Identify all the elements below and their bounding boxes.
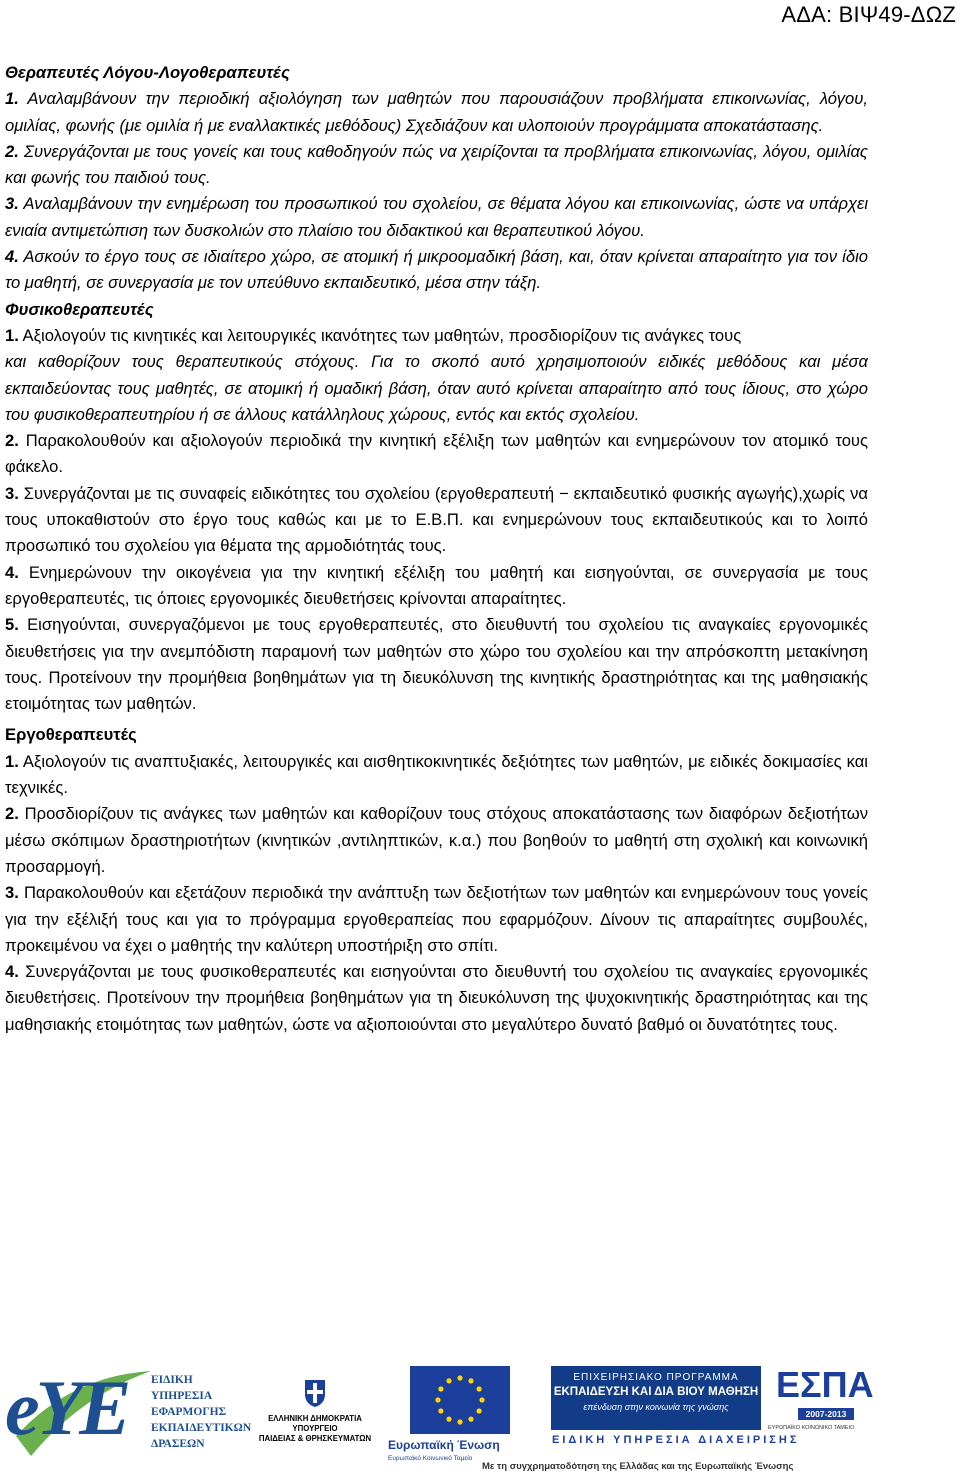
eu-star: [446, 1378, 451, 1383]
list-item: [5, 428, 868, 481]
programme-logo: [551, 1366, 761, 1430]
document-body: [5, 60, 868, 1038]
list-item: [5, 749, 868, 802]
cofinance-note: Με τη συγχρηματοδότηση της Ελλάδας και της Ευρωπαϊκής Ένωσης: [482, 1461, 794, 1472]
eu-name: Ευρωπαϊκή Ένωση: [388, 1438, 500, 1452]
item-text: Παρακολουθούν και εξετάζουν περιοδικά την ανάπτυξη των δεξιοτήτων των μαθητών και ενημερώνουν τους γονείς για την εξέλιξή τους και για το πρόγραμμα εργοθεραπείας που εφαρμόζουν. Δίνουν τις απαραίτητες συμβουλές, προκειμένου να έχει ο μαθητής την καλύτερη υποστήριξη στο σπίτι.: [5, 883, 868, 955]
eu-star: [477, 1386, 482, 1391]
item-text: και καθορίζουν τους θεραπευτικούς στόχους. Για το σκοπό αυτό χρησιμοποιούν ειδικές μεθόδους και μέσα εκπαιδεύοντας τους μαθητές, σε ατομική ή ομαδική βάση, όταν αυτό κρίνεται απαραίτητο από τους ίδιους, στο χώρο του φυσικοθεραπευτηρίου ή σε άλλους κατάλληλους χώρους, εντός και εκτός σχολείου.: [5, 352, 868, 424]
item-text: Αναλαμβάνουν την ενημέρωση του προσωπικού του σχολείου, σε θέματα λόγου και επικοινωνίας, ώστε να υπάρχει ενιαία αντιμετώπιση των δυσκολιών στο πλαίσιο του διδακτικού και θεραπευτικού λόγου.: [5, 194, 868, 240]
eu-star: [446, 1417, 451, 1422]
list-item: [5, 612, 868, 717]
eu-star: [468, 1378, 473, 1383]
item-number: 2.: [5, 141, 19, 161]
section-speech-items: [5, 86, 868, 296]
item-number: 3.: [5, 883, 19, 903]
espa-logo: [768, 1364, 874, 1434]
eu-star: [479, 1397, 484, 1402]
eu-star: [477, 1408, 482, 1413]
eu-stars: [410, 1366, 510, 1434]
item-text: Ενημερώνουν την οικογένεια για την κινητική εξέλιξη του μαθητή και εισηγούνται, σε συνεργασία με τους εργοθεραπευτές, τις όποιες εργονομικές διευθετήσεις κρίνονται απαραίτητες.: [5, 562, 868, 608]
section-title-ot: Εργοθεραπευτές: [5, 725, 137, 745]
item-number: 5.: [5, 615, 19, 635]
list-item: [5, 801, 868, 880]
item-number: 1.: [5, 751, 19, 771]
list-item: [5, 86, 868, 139]
list-item: [5, 323, 868, 349]
item-number: 2.: [5, 804, 19, 824]
eye-logo: [5, 1358, 252, 1468]
eye-letters: eYE: [5, 1364, 128, 1451]
espa-fund: ΕΥΡΩΠΑΪΚΟ ΚΟΙΝΩΝΙΚΟ ΤΑΜΕΙΟ: [768, 1425, 855, 1431]
item-number: 3.: [5, 483, 19, 503]
eu-star: [468, 1417, 473, 1422]
eu-star: [457, 1419, 462, 1424]
item-text: Παρακολουθούν και αξιολογούν περιοδικά την κινητική εξέλιξη των μαθητών και ενημερώνουν τον ατομικό τους φάκελο.: [5, 431, 868, 477]
item-text: Συνεργάζονται με τις συναφείς ειδικότητες του σχολείου (εργοθεραπευτή − εκπαιδευτικό φυσικής αγωγής),χωρίς να τους υποκαθιστούν στο έργο τους καθώς και με το Ε.Β.Π. και ενημερώνουν τους εκπαιδευτικούς και το λοιπό προσωπικό του σχολείου για θέματα της αρμοδιότητάς τους.: [5, 483, 868, 556]
ministry-line2: ΥΠΟΥΡΓΕΙΟ: [292, 1424, 338, 1433]
item-number: 4.: [5, 247, 19, 267]
item-text: Ασκούν το έργο τους σε ιδιαίτερο χώρο, σε ατομική ή μικροομαδική βάση, και, όταν κρίνεται απαραίτητο για τον ίδιο το μαθητή, σε συνεργασία με τον υπεύθυνο εκπαιδευτικό, μέσα στην τάξη.: [5, 247, 868, 293]
espa-years: 2007-2013: [798, 1408, 854, 1420]
list-item: [5, 191, 868, 244]
list-item: [5, 481, 868, 560]
eu-star: [457, 1375, 462, 1380]
special-service: ΕΙΔΙΚΗ ΥΠΗΡΕΣΙΑ ΔΙΑΧΕΙΡΙΣΗΣ: [552, 1434, 800, 1446]
eu-flag-icon: [410, 1366, 510, 1434]
ada-code: ΑΔΑ: ΒΙΨ49-ΔΩΖ: [781, 2, 956, 27]
eu-star: [438, 1408, 443, 1413]
item-text: Συνεργάζονται με τους φυσικοθεραπευτές και εισηγούνται στο διευθυντή του σχολείου τις αναγκαίες εργονομικές διευθετήσεις. Προτείνουν την προμήθεια βοηθημάτων για τη διευκόλυνση της ψυχοκινητικής δραστηριότητας και της μαθησιακής ετοιμότητας των μαθητών, ώστε να αξιοποιούνται στο μεγαλύτερο δυνατό βαθμό οι δυνατότητες τους.: [5, 962, 868, 1034]
section-title-speech: Θεραπευτές Λόγου-Λογοθεραπευτές: [5, 63, 290, 82]
eu-star: [435, 1397, 440, 1402]
item-text: Αξιολογούν τις αναπτυξιακές, λειτουργικές και αισθητικοκινητικές δεξιότητες των μαθητών, με ειδικές δοκιμασίες και τεχνικές.: [5, 751, 868, 798]
eu-star: [438, 1386, 443, 1391]
list-item: [5, 244, 868, 297]
item-number: 4.: [5, 962, 19, 982]
item-text: Αναλαμβάνουν την περιοδική αξιολόγηση των μαθητών που παρουσιάζουν προβλήματα επικοινωνίας, λόγου, ομιλίας, φωνής (με ομιλία ή με εναλλακτικές μεθόδους) Σχεδιάζουν και υλοποιούν προγράμματα αποκατάστασης.: [5, 89, 868, 135]
item-text: Αξιολογούν τις κινητικές και λειτουργικές ικανότητες των μαθητών, προσδιορίζουν τις ανάγκες τους: [18, 325, 742, 345]
greek-emblem-icon: [302, 1378, 328, 1408]
section-title-physio: Φυσικοθεραπευτές: [5, 299, 154, 319]
list-item-continued: [5, 349, 868, 428]
item-number: 3.: [5, 194, 19, 214]
espa-word: ΕΣΠΑ: [776, 1364, 874, 1405]
programme-line3: επένδυση στην κοινωνία της γνώσης: [583, 1402, 729, 1412]
ministry-line3: ΠΑΙΔΕΙΑΣ & ΘΡΗΣΚΕΥΜΑΤΩΝ: [258, 1434, 372, 1443]
item-text: Συνεργάζονται με τους γονείς και τους καθοδηγούν πώς να χειρίζονται τα προβλήματα επικοινωνίας, λόγου, ομιλίας και φωνής του παιδιού τους.: [5, 141, 868, 188]
ministry-line1: ΕΛΛΗΝΙΚΗ ΔΗΜΟΚΡΑΤΙΑ: [268, 1414, 362, 1423]
list-item: [5, 880, 868, 959]
item-text: Προσδιορίζουν τις ανάγκες των μαθητών και καθορίζουν τους στόχους αποκατάστασης των διαφόρων δεξιοτήτων μέσω σκόπιμων δραστηριοτήτων (κινητικών ,αντιληπτικών, κ.α.) που βοηθούν το μαθητή στη σχολική και κοινωνική προσαρμογή.: [5, 804, 868, 876]
item-number: 4.: [5, 562, 19, 582]
logo-footer: [0, 1348, 960, 1476]
eu-fund: Ευρωπαϊκό Κοινωνικό Ταμείο: [388, 1455, 473, 1462]
list-item: [5, 560, 868, 613]
ministry-logo: [256, 1378, 374, 1444]
list-item: [5, 139, 868, 192]
programme-line2: ΕΚΠΑΙΔΕΥΣΗ ΚΑΙ ΔΙΑ ΒΙΟΥ ΜΑΘΗΣΗ: [553, 1386, 759, 1398]
programme-line1: ΕΠΙΧΕΙΡΗΣΙΑΚΟ ΠΡΟΓΡΑΜΜΑ: [573, 1372, 739, 1383]
eye-agency-name: ΕΙΔΙΚΗ ΥΠΗΡΕΣΙΑ ΕΦΑΡΜΟΓΗΣ ΕΚΠΑΙΔΕΥΤΙΚΩΝ ΔΡΑΣΕΩΝ: [151, 1374, 252, 1450]
list-item: [5, 959, 868, 1038]
item-text: Εισηγούνται, συνεργαζόμενοι με τους εργοθεραπευτές, στο διευθυντή του σχολείου τις αναγκαίες εργονομικές διευθετήσεις για την ανεμπόδιστη παραμονή των μαθητών στο χώρο του σχολείου και την απρόσκοπτη μετακίνηση τους. Προτείνουν την προμήθεια βοηθημάτων για τη διευκόλυνση της κινητικής δραστηριότητας και της μαθησιακής ετοιμότητας των μαθητών.: [5, 615, 868, 714]
item-number: 1.: [5, 89, 19, 109]
item-number: 2.: [5, 431, 19, 451]
eu-logo: [384, 1366, 544, 1466]
item-number: 1.: [5, 325, 19, 345]
